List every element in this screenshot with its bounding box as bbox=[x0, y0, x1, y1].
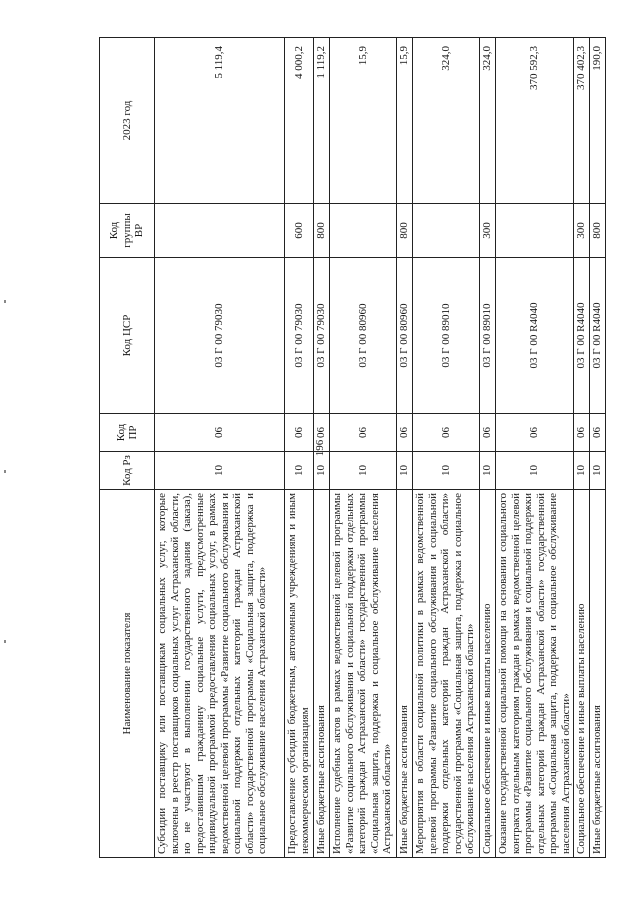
cell-vr bbox=[413, 204, 480, 258]
cell-rz: 10 bbox=[590, 452, 606, 490]
cell-vr: 300 bbox=[480, 204, 496, 258]
cell-value: 5 119,4 bbox=[155, 38, 285, 204]
cell-rz: 10 bbox=[155, 452, 285, 490]
cell-vr bbox=[155, 204, 285, 258]
table-row bbox=[496, 38, 574, 858]
cell-value: 4 000,2 bbox=[285, 38, 314, 204]
page-number: 196 bbox=[314, 439, 326, 457]
table-row bbox=[397, 38, 413, 858]
cell-pr: 06 bbox=[496, 414, 574, 452]
cell-csr: 03 Г 00 80960 bbox=[330, 258, 397, 414]
header-csr: Код ЦСР bbox=[100, 258, 155, 414]
cell-vr: 800 bbox=[590, 204, 606, 258]
cell-pr: 06 bbox=[397, 414, 413, 452]
cell-name: Социальное обеспечение и иные выплаты населению bbox=[480, 490, 496, 858]
table-row bbox=[574, 38, 590, 858]
cell-pr: 06 bbox=[480, 414, 496, 452]
table-row bbox=[155, 38, 285, 858]
cell-name: Иные бюджетные ассигнования bbox=[397, 490, 413, 858]
cell-value: 1 119,2 bbox=[314, 38, 330, 204]
cell-pr: 06 bbox=[330, 414, 397, 452]
cell-rz: 10 bbox=[496, 452, 574, 490]
cell-csr: 03 Г 00 89010 bbox=[480, 258, 496, 414]
cell-name: Исполнение судебных актов в рамках ведомственной целевой программы «Развитие социального обслуживания и социальной поддержки отдельных категорий граждан Астраханской области» государственной программы «Социальная защита, поддержка и социальное обслуживание населения Астраханской области» bbox=[330, 490, 397, 858]
cell-value: 324,0 bbox=[413, 38, 480, 204]
cell-value: 324,0 bbox=[480, 38, 496, 204]
cell-value: 190,0 bbox=[590, 38, 606, 204]
header-vr: Код группы ВР bbox=[100, 204, 155, 258]
header-pr: Код ПР bbox=[100, 414, 155, 452]
cell-pr: 06 bbox=[285, 414, 314, 452]
cell-vr: 600 bbox=[285, 204, 314, 258]
header-rz: Код Рз bbox=[100, 452, 155, 490]
cell-vr: 300 bbox=[574, 204, 590, 258]
cell-pr: 06 bbox=[590, 414, 606, 452]
cell-rz: 10 bbox=[397, 452, 413, 490]
cell-rz: 10 bbox=[285, 452, 314, 490]
cell-value: 15,9 bbox=[397, 38, 413, 204]
cell-csr: 03 Г 00 R4040 bbox=[590, 258, 606, 414]
cell-value: 15,9 bbox=[330, 38, 397, 204]
cell-name: Предоставление субсидий бюджетным, автономным учреждениям и иным некоммерческим организациям bbox=[285, 490, 314, 858]
cell-csr: 03 Г 00 R4040 bbox=[496, 258, 574, 414]
table-row bbox=[590, 38, 606, 858]
budget-table bbox=[99, 37, 606, 858]
scan-edge-mark bbox=[4, 300, 6, 303]
table-row bbox=[480, 38, 496, 858]
cell-pr: 06 bbox=[155, 414, 285, 452]
cell-value: 370 592,3 bbox=[496, 38, 574, 204]
cell-rz: 10 bbox=[413, 452, 480, 490]
cell-rz: 10 bbox=[330, 452, 397, 490]
cell-csr: 03 Г 00 89010 bbox=[413, 258, 480, 414]
table-row bbox=[285, 38, 314, 858]
cell-vr bbox=[330, 204, 397, 258]
cell-name: Иные бюджетные ассигнования bbox=[590, 490, 606, 858]
cell-vr: 800 bbox=[314, 204, 330, 258]
cell-rz: 10 bbox=[314, 452, 330, 490]
cell-vr: 800 bbox=[397, 204, 413, 258]
cell-name: Социальное обеспечение и иные выплаты населению bbox=[574, 490, 590, 858]
header-name: Наименование показателя bbox=[100, 490, 155, 858]
cell-csr: 03 Г 00 80960 bbox=[397, 258, 413, 414]
cell-value: 370 402,3 bbox=[574, 38, 590, 204]
cell-rz: 10 bbox=[480, 452, 496, 490]
table-row bbox=[413, 38, 480, 858]
cell-name: Мероприятия в области социальной политики в рамках ведомственной целевой программы «Развитие социального обслуживания и социальной поддержки отдельных категорий граждан Астраханской области» государственной программы «Социальная защита, поддержка и социальное обслуживание населения Астраханской области» bbox=[413, 490, 480, 858]
cell-pr: 06 bbox=[574, 414, 590, 452]
rotated-table-wrapper bbox=[99, 38, 604, 858]
scan-edge-mark bbox=[4, 470, 6, 473]
table-row bbox=[314, 38, 330, 858]
cell-pr: 06 bbox=[314, 414, 330, 452]
cell-csr: 03 Г 00 79030 bbox=[285, 258, 314, 414]
cell-pr: 06 bbox=[413, 414, 480, 452]
table-row bbox=[330, 38, 397, 858]
table-header-row bbox=[100, 38, 155, 858]
cell-csr: 03 Г 00 79030 bbox=[314, 258, 330, 414]
cell-name: Иные бюджетные ассигнования bbox=[314, 490, 330, 858]
cell-name: Оказание государственной социальной помощи на основании социального контракта отдельным категориям граждан в рамках ведомственной целевой программы «Развитие социального обслуживания и социальной поддержки отдельных категорий граждан Астраханской области» государственной программы «Социальная защита, поддержка и социальное обслуживание населения Астраханской области» bbox=[496, 490, 574, 858]
cell-vr bbox=[496, 204, 574, 258]
cell-rz: 10 bbox=[574, 452, 590, 490]
header-year: 2023 год bbox=[100, 38, 155, 204]
cell-csr: 03 Г 00 79030 bbox=[155, 258, 285, 414]
scan-edge-mark bbox=[4, 640, 6, 643]
cell-csr: 03 Г 00 R4040 bbox=[574, 258, 590, 414]
cell-name: Субсидии поставщику или поставщикам социальных услуг, которые включены в реестр поставщиков социальных услуг Астраханской области, но не участвуют в выполнении государственного задания (заказа), предоставившим гражданину социальные услуги, предусмотренные индивидуальной программой предоставления социальных услуг, в рамках ведомственной целевой программы «Развитие социального обслуживания и социальной поддержки отдельных категорий граждан Астраханской области» государственной программы «Социальная защита, поддержка и социальное обслуживание населения Астраханской области» bbox=[155, 490, 285, 858]
